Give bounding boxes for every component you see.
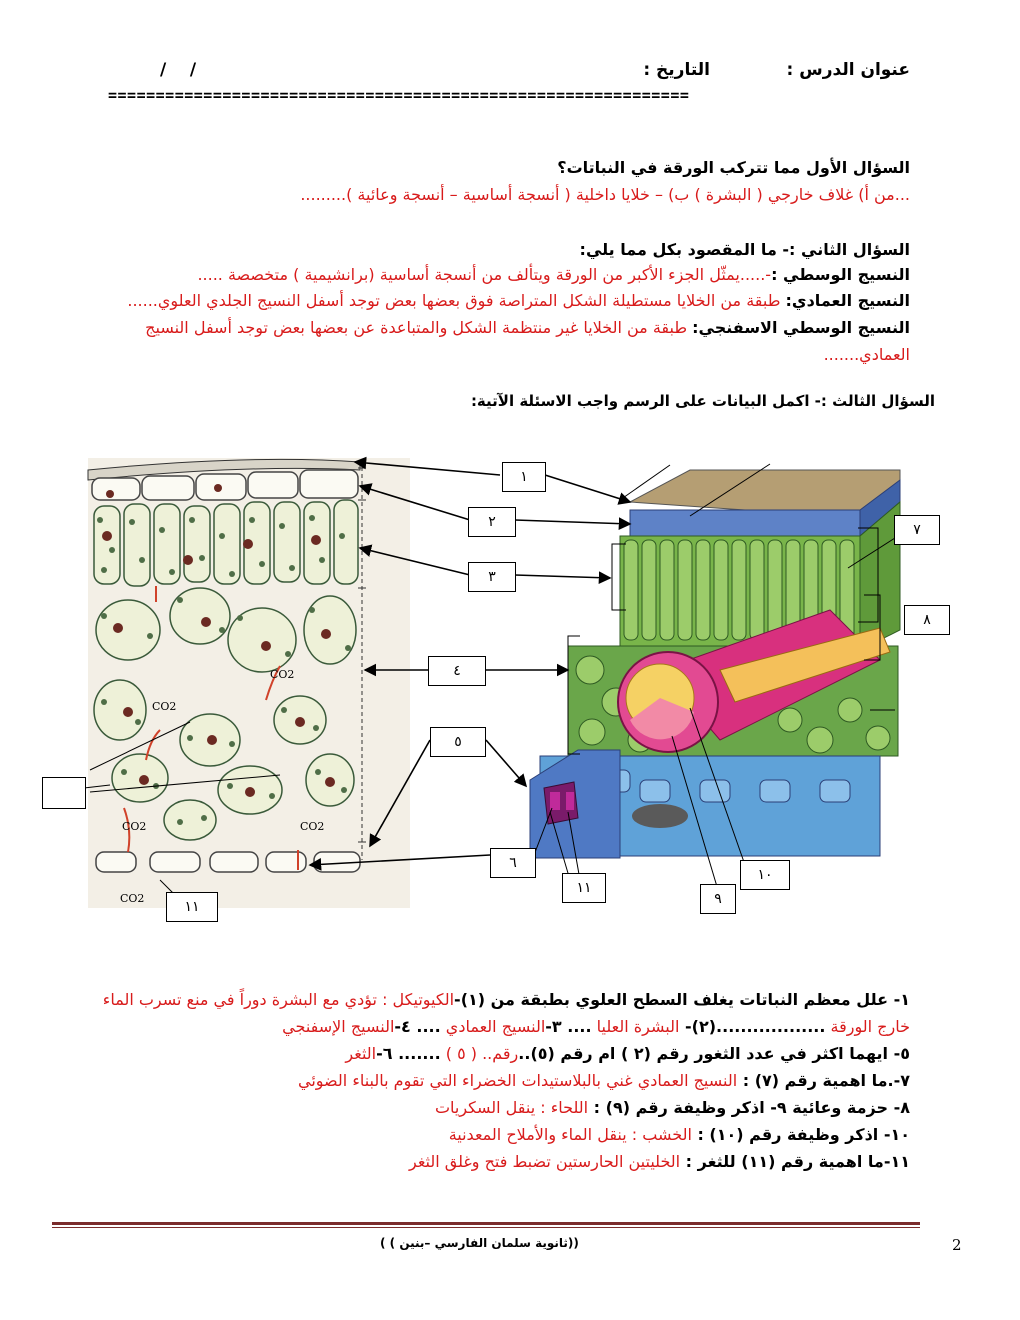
q2-item-spongy (145, 318, 910, 337)
q2-item-spongy-cont: العمادي....... (823, 345, 910, 364)
q2-def: طبقة من الخلايا غير منتظمة الشكل والمتباعدة عن بعضها بعض توجد أسفل النسيج (145, 318, 693, 337)
q1-answer: ...من أ) غلاف خارجي ( البشرة ) ب) – خلايا داخلية ( أنسجة أساسية – أنسجة وعائية )......... (300, 185, 910, 204)
answer-line-2 (282, 1017, 910, 1036)
label-box-5: ٥ (430, 727, 486, 757)
answer-text: رقم.. ( ٥ ) (445, 1044, 519, 1063)
answer-text: الخشب : ينقل الماء والأملاح المعدنية (448, 1125, 692, 1144)
co2-label: CO2 (300, 820, 325, 833)
answer-text: النسيج العمادي (445, 1017, 546, 1036)
answer-question: ٧-.ما اهمية رقم (٧) : (737, 1071, 910, 1090)
label-box-8: ٨ (904, 605, 950, 635)
label-box-9: ٩ (700, 884, 736, 914)
label-box-10: ١٠ (740, 860, 790, 890)
q3-title: السؤال الثالث :- اكمل البيانات على الرسم واجب الاسئلة الآتية: (470, 392, 935, 410)
label-box-6: ٦ (490, 848, 536, 878)
label-box-11-right: ١١ (562, 873, 606, 903)
answer-question: ١٠- اذكر وظيفة رقم (١٠) : (691, 1125, 910, 1144)
label-box-blank (42, 777, 86, 809)
answer-text: خارج الورقة (830, 1017, 910, 1036)
q2-term: النسيج العمادي: (785, 291, 910, 310)
label-box-7: ٧ (894, 515, 940, 545)
answer-question: ٥- ايهما اكثر في عدد الثغور رقم (٢ ) ام رقم (٥).. (518, 1044, 910, 1063)
q2-item-mesophyll (197, 265, 910, 284)
q1-title: السؤال الأول مما تتركب الورقة في النباتات؟ (557, 158, 910, 177)
answer-text: النسيج الإسفنجي (282, 1017, 395, 1036)
answer-question: ٨- حزمة وعائية ٩- اذكر وظيفة رقم (٩) : (588, 1098, 910, 1117)
answer-line-5 (345, 1044, 910, 1063)
header-separator: ============================================================= (108, 86, 690, 104)
leaf-3d-block (530, 470, 900, 858)
footer-school: ((ثانوية سلمان الفارسي –بنين ) ) (380, 1236, 579, 1250)
answer-line-10 (449, 1125, 910, 1144)
footer-rule-thin (52, 1227, 920, 1228)
co2-label: CO2 (270, 668, 295, 681)
page-number: 2 (952, 1236, 962, 1254)
label-box-3: ٣ (468, 562, 516, 592)
answer-question: .... ٤- (394, 1017, 441, 1036)
label-box-11-left: ١١ (166, 892, 218, 922)
answer-line-1 (103, 990, 910, 1009)
answer-question: ١- علل معظم النباتات يغلف السطح العلوي بطبقة من (١)- (454, 990, 910, 1009)
answer-text: النسيج العمادي غني بالبلاستيدات الخضراء التي تقوم بالبناء الضوئي (297, 1071, 738, 1090)
answer-text: البشرة العليا (596, 1017, 680, 1036)
date-label: التاريخ : (643, 60, 710, 80)
q2-def: طبقة من الخلايا مستطيلة الشكل المتراصة فوق بعضها بعض توجد أسفل النسيج الجلدي العلوي...... (127, 291, 786, 310)
answer-text: الثغر (345, 1044, 377, 1063)
answer-line-7 (298, 1071, 910, 1090)
q2-term: النسيج الوسطي الاسفنجي: (692, 318, 910, 337)
answer-text: الكيوتيكل : تؤدي مع البشرة دوراً في منع تسرب الماء (102, 990, 455, 1009)
co2-label: CO2 (122, 820, 147, 833)
label-box-2: ٢ (468, 507, 516, 537)
answer-line-11 (409, 1152, 910, 1171)
co2-label: CO2 (120, 892, 145, 905)
q2-term: النسيج الوسطي : (771, 265, 910, 284)
answer-question: ..................(٢)- (679, 1017, 826, 1036)
lesson-title-label: عنوان الدرس : (786, 60, 910, 80)
q2-item-palisade (127, 291, 910, 310)
q2-def: -.....يمثّل الجزء الأكبر من الورقة ويتألف من أنسجة أساسية (برانشيمية ) متخصصة ..... (197, 265, 772, 284)
label-box-1: ١ (502, 462, 546, 492)
answer-question: .... ٣- (545, 1017, 592, 1036)
answer-question: ....... (392, 1044, 441, 1063)
co2-label: CO2 (152, 700, 177, 713)
label-box-4: ٤ (428, 656, 486, 686)
answer-line-8 (435, 1098, 910, 1117)
date-slashes: / / (160, 60, 197, 80)
footer-rule (52, 1222, 920, 1225)
answer-question: ١١-ما اهمية رقم (١١) للثغر : (680, 1152, 910, 1171)
q2-title: السؤال الثاني :- ما المقصود بكل مما يلي: (579, 240, 910, 259)
answer-text: الخليتين الحارستين تضبط فتح وغلق الثغر (408, 1152, 681, 1171)
answer-question: ٦- (376, 1044, 393, 1063)
leaf-cross-section-micrograph (88, 458, 410, 908)
answer-text: اللحاء : ينقل السكريات (434, 1098, 589, 1117)
